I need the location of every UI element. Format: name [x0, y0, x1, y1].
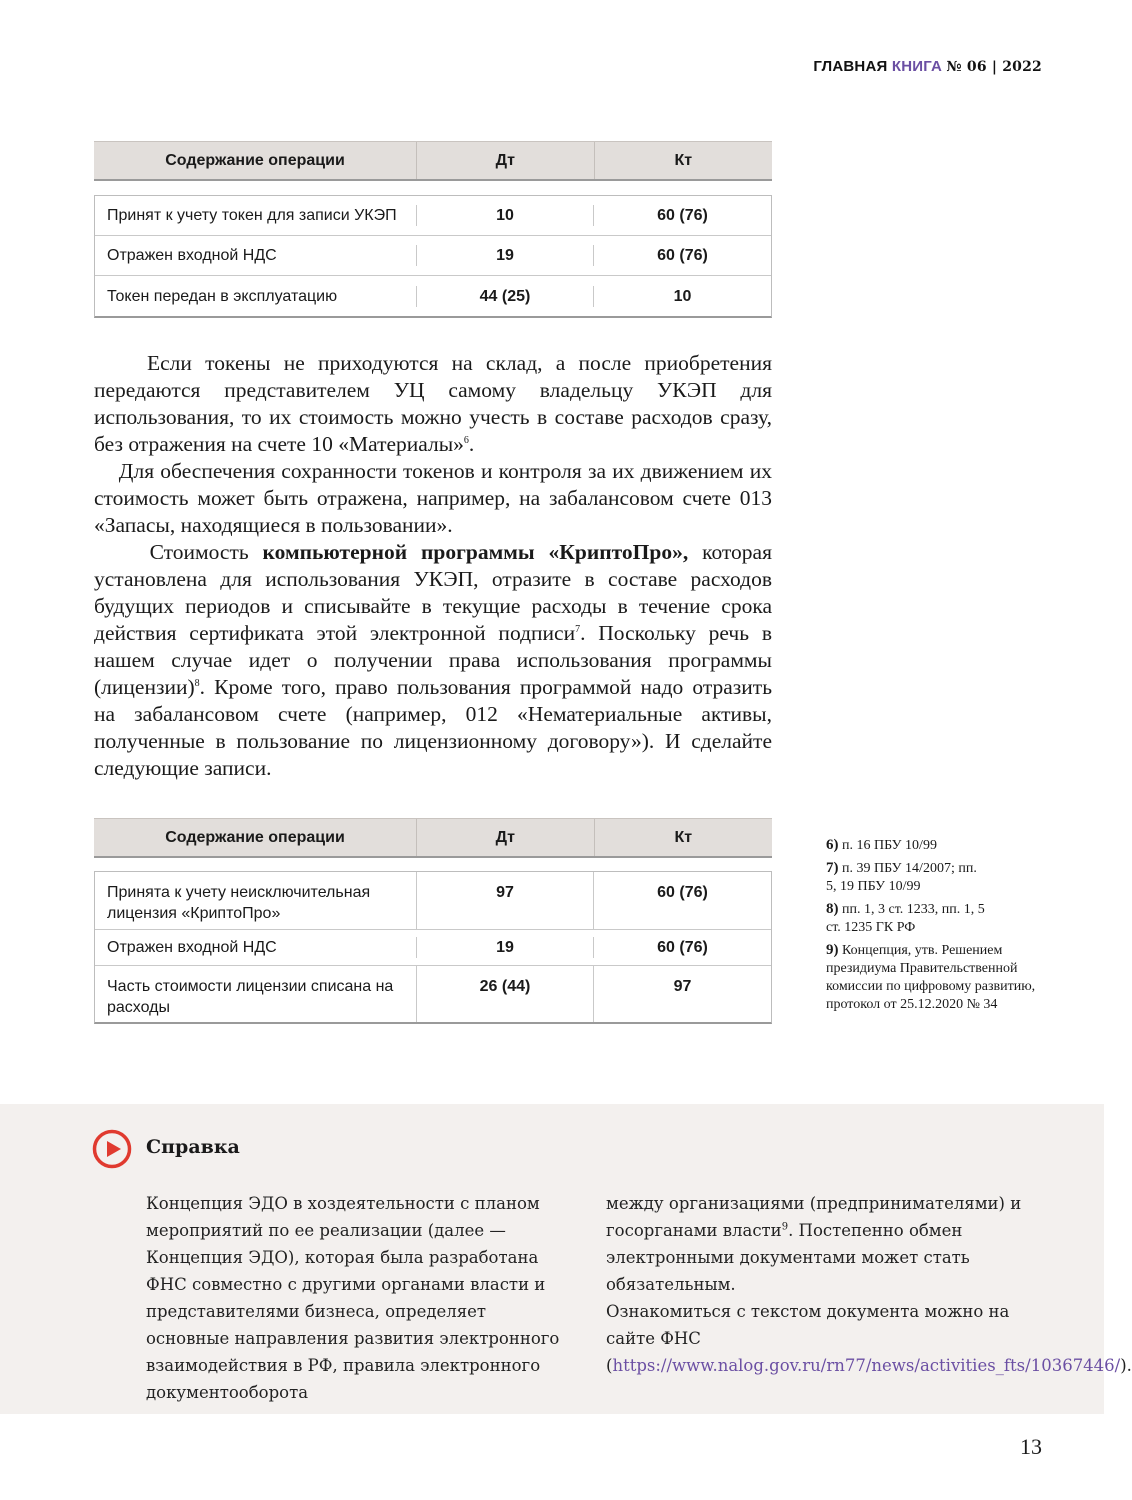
play-circle-icon: [92, 1129, 132, 1169]
dt-cell: 26 (44): [417, 966, 594, 1022]
table1-header-kt: Кт: [674, 151, 693, 169]
footnotes: [826, 836, 1056, 1018]
table-row: [95, 276, 771, 316]
issue-number: № 06 | 2022: [946, 59, 1042, 75]
dt-cell: 19: [417, 245, 594, 266]
table1-header-operation: Содержание операции: [94, 142, 417, 179]
operation-cell: Принята к учету неисключительная лицензия «КриптоПро»: [95, 872, 417, 929]
table1-body: [94, 195, 772, 318]
dt-cell: 19: [417, 937, 594, 958]
article-body: [94, 350, 772, 782]
reference-title: Справка: [146, 1136, 240, 1158]
dt-cell: 44 (25): [417, 286, 594, 307]
kt-cell: 60 (76): [657, 207, 708, 224]
table1-header: [94, 141, 772, 181]
paragraph: Для обеспечения сохранности токенов и контроля за их движением их стоимость может быть отражена, например, на забалансовом счете 013 «Запасы, находящиеся в пользовании».: [94, 459, 772, 537]
footnote: 9) Концепция, утв. Решением президиума Правительственной комиссии по цифровому развитию, протокол от 25.12.2020 № 34: [826, 942, 1036, 1012]
brand-name-part2: КНИГА: [891, 58, 943, 75]
footnote: 7) п. 39 ПБУ 14/2007; пп. 5, 19 ПБУ 10/99: [826, 860, 977, 894]
reference-text-left: Концепция ЭДО в хоздеятельности с планом мероприятий по ее реализации (далее — Концепция ЭДО), которая была разработана ФНС совместно с другими органами власти и представителями бизнеса, определяет основные направления развития электронного взаимодействия в РФ, правила электронного документооборота: [146, 1194, 560, 1402]
bold-phrase: компьютерной программы «КриптоПро»,: [262, 540, 689, 564]
magazine-header: [813, 58, 1042, 75]
dt-cell: 97: [417, 872, 594, 929]
table2-header-kt: Кт: [674, 828, 693, 846]
paragraph: Если токены не приходуются на склад, а после приобретения передаются представителем УЦ самому владельцу УКЭП для использования, то их стоимость можно учесть в составе расходов сразу, без отражения на счете 10 «Материалы»$^6$.: [94, 351, 772, 456]
footnote: 8) пп. 1, 3 ст. 1233, пп. 1, 5 ст. 1235 ГК РФ: [826, 901, 985, 935]
kt-cell: 97: [673, 978, 692, 995]
operation-cell: Отражен входной НДС: [95, 937, 417, 958]
table1-header-dt: Дт: [417, 142, 594, 179]
footnote: 6) п. 16 ПБУ 10/99: [826, 837, 937, 853]
table-row: [95, 196, 771, 236]
kt-cell: 60 (76): [657, 247, 708, 264]
kt-cell: 60 (76): [657, 884, 708, 901]
kt-cell: 10: [673, 287, 692, 305]
fns-link[interactable]: https://www.nalog.gov.ru/rn77/news/activities_fts/10367446/: [612, 1356, 1121, 1375]
paragraph: Стоимость компьютерной программы «КриптоПро», которая установлена для использования УКЭП, отразите в составе расходов будущих периодов и списывайте в текущие расходы в течение срока действия сертификата этой электронной подписи$^7$. Поскольку речь в нашем случае идет о получении права использования программы (лицензии)$^8$. Кроме того, право пользования программой надо отразить на забалансовом счете (например, 012 «Нематериальные активы, полученные в пользование по лицензионному договору»). И сделайте следующие записи.: [94, 540, 772, 780]
table2-header: [94, 818, 772, 858]
table-row: [95, 872, 771, 930]
table-row: [95, 966, 771, 1022]
operation-cell: Токен передан в эксплуатацию: [95, 286, 417, 307]
reference-text-right: между организациями (предпринимателями) и госорганами власти$^9$. Постепенно обмен электронными документами может стать обязательным. Ознакомиться с текстом документа можно на сайте ФНС (https://www.nalog.gov.ru/rn77/news/activities_fts/10367446/).: [606, 1194, 1132, 1375]
dt-cell: 10: [417, 205, 594, 226]
operation-cell: Часть стоимости лицензии списана на расходы: [95, 966, 417, 1022]
table2-header-dt: Дт: [417, 819, 594, 856]
page-number: 13: [1020, 1434, 1042, 1459]
table-row: [95, 930, 771, 966]
operation-cell: Отражен входной НДС: [95, 245, 417, 266]
table2-header-operation: Содержание операции: [94, 819, 417, 856]
brand-name-part1: ГЛАВНАЯ: [813, 58, 888, 75]
operation-cell: Принят к учету токен для записи УКЭП: [95, 205, 417, 226]
table2-body: [94, 871, 772, 1024]
table-row: [95, 236, 771, 276]
kt-cell: 60 (76): [657, 939, 708, 956]
